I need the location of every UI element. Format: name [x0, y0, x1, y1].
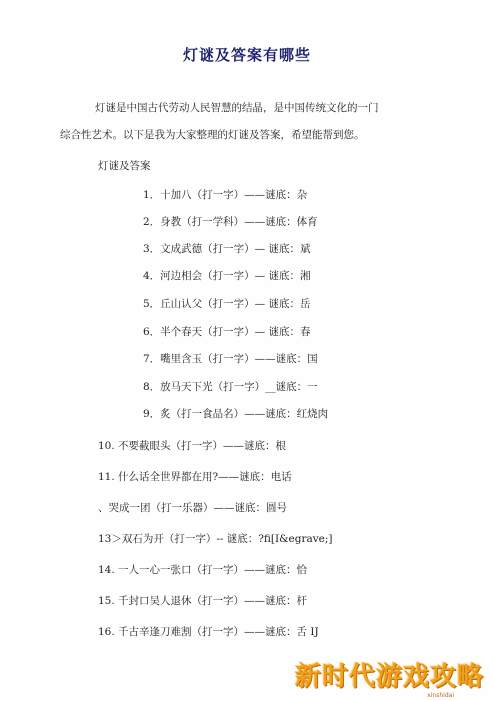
- riddle-row: 8．放马天下光（打一字）__谜底：一: [143, 381, 318, 393]
- riddle-row: 10. 不要截眼头（打一字）——谜底：根: [98, 440, 287, 452]
- riddle-row: 13＞双石为开（打一字）-- 谜底：?fi[I&egrave;]: [98, 533, 333, 545]
- riddle-row: 2．身教（打一学科）——谜底：体育: [143, 216, 318, 228]
- intro-line-2: 综合性艺术。以下是我为大家整理的灯谜及答案，希望能帮到您。: [60, 129, 365, 141]
- riddle-row: 、哭成一团（打一乐器）——谜底：圆号: [98, 502, 287, 514]
- section-subtitle: 灯谜及答案: [98, 160, 151, 172]
- riddle-row: 3．文成武德（打一字）— 谜底：斌: [143, 243, 311, 255]
- riddle-row: 4．河边相会（打一字）— 谜底：湘: [143, 270, 311, 282]
- intro-line-1: 灯谜是中国古代劳动人民智慧的结晶，是中国传统文化的一门: [95, 102, 379, 114]
- riddle-row: 15. 千封口吴人退休（打一字）——谜底：杆: [98, 595, 308, 607]
- riddle-row: 7．嘴里含玉（打一字）——谜底：国: [143, 353, 318, 365]
- site-watermark-sub: xinshidai: [427, 692, 454, 699]
- site-watermark: 新时代游戏攻略: [294, 662, 484, 692]
- document-title: 灯谜及答案有哪些: [182, 46, 311, 64]
- riddle-row: 16. 千古辛逢刀难割（打一字）——谜底：舌 IJ: [98, 626, 319, 638]
- riddle-row: 14. 一人一心一张口（打一字）——谜底：恰: [98, 564, 308, 576]
- riddle-row: 5．丘山认父（打一字）— 谜底：岳: [143, 298, 311, 310]
- riddle-row: 11. 什么话全世界都在用?——谜底：电话: [98, 471, 292, 483]
- riddle-row: 9．炙（打一食品名）——谜底：红烧肉: [143, 408, 329, 420]
- riddle-row: 6．半个春天（打一字）— 谜底：春: [143, 326, 311, 338]
- riddle-row: 1．十加八（打一字）——谜底：杂: [143, 189, 308, 201]
